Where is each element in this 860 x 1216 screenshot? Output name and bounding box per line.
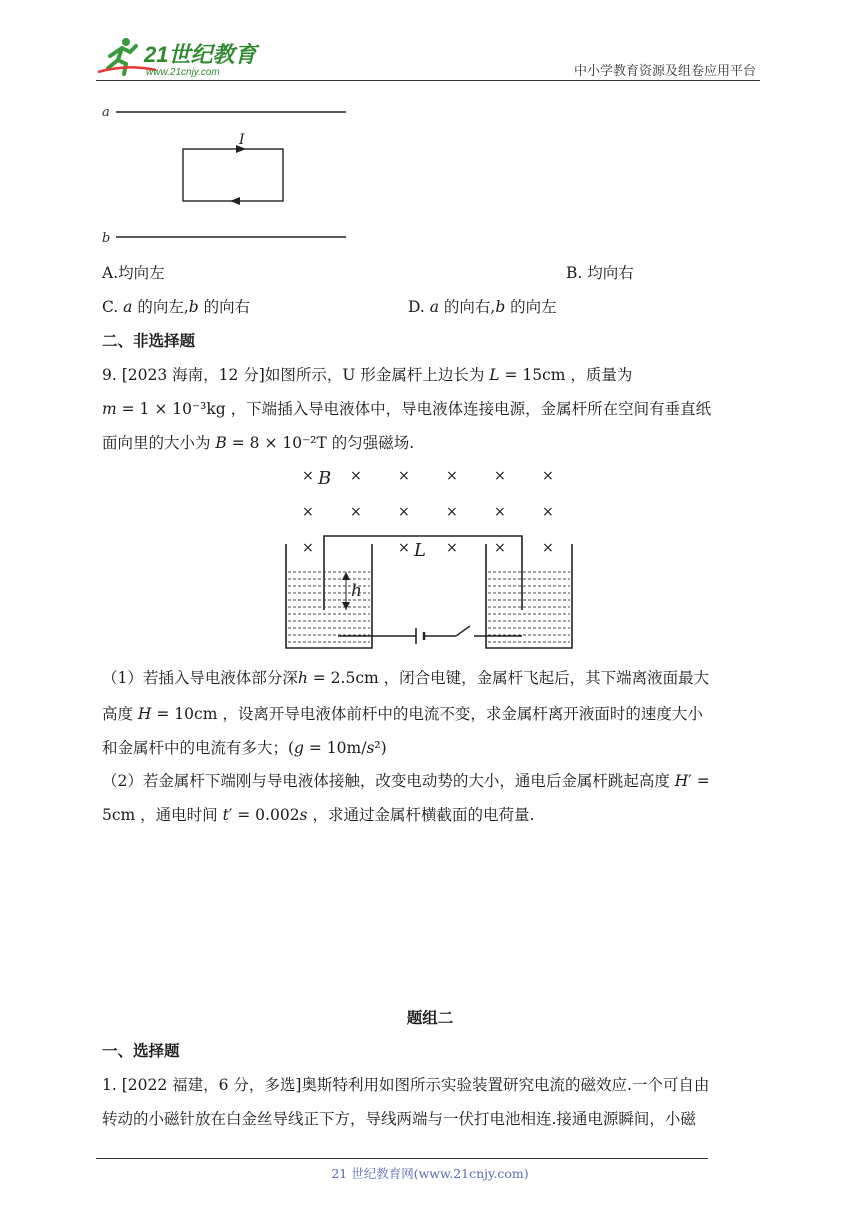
option-b: B. 均向右 — [566, 264, 634, 282]
logo-url: www.21cnjy.com — [146, 67, 220, 78]
section-nonchoice-title: 二、非选择题 — [102, 331, 196, 350]
svg-text:×: × — [350, 504, 362, 520]
q9-part2-line2: 5cm ，通电时间 𝑡′ = 0.002𝑠 ，求通过金属杆横截面的电荷量. — [102, 806, 535, 824]
q9-line3: 面向里的大小为 𝐵 = 8 × 10⁻²T 的匀强磁场. — [102, 434, 415, 452]
q9-part2-line1: （2）若金属杆下端刚与导电液体接触，改变电动势的大小，通电后金属杆跳起高度 𝐻′ = — [102, 772, 710, 790]
group2-title: 题组二 — [406, 1008, 454, 1027]
svg-text:×: × — [446, 540, 458, 556]
switch-icon — [456, 626, 470, 636]
figure-u-rod — [280, 460, 580, 660]
q1-line1: 1. [2022 福建，6 分，多选]奥斯特利用如图所示实验装置研究电流的磁效应.一个可自由 — [102, 1076, 710, 1094]
site-logo — [96, 34, 266, 78]
q9-line2: 𝑚 = 1 × 10⁻³kg ，下端插入导电液体中，导电液体连接电源，金属杆所在空间有垂直纸 — [102, 400, 712, 418]
svg-text:×: × — [542, 540, 554, 556]
svg-text:×: × — [398, 504, 410, 520]
liquid-right — [488, 572, 570, 642]
current-loop — [183, 149, 283, 201]
svg-text:×: × — [542, 504, 554, 520]
svg-text:×: × — [302, 468, 314, 484]
svg-text:×: × — [446, 504, 458, 520]
arrow-left-icon — [230, 197, 240, 205]
depth-label-h: h — [351, 581, 362, 601]
svg-text:×: × — [302, 504, 314, 520]
option-a: A.均向左 — [102, 264, 165, 282]
svg-text:×: × — [446, 468, 458, 484]
rod-label-l: L — [414, 540, 426, 561]
svg-text:×: × — [542, 468, 554, 484]
current-label: I — [239, 132, 245, 148]
svg-text:×: × — [398, 540, 410, 556]
logo-text: 21世纪教育 — [144, 42, 257, 67]
header-platform-text: 中小学教育资源及组卷应用平台 — [573, 64, 756, 79]
footer-site-text[interactable]: 21 世纪教育网(www.21cnjy.com) — [331, 1166, 529, 1181]
svg-text:×: × — [350, 468, 362, 484]
q9-part1-line2: 高度 𝐻 = 10cm ，设离开导电液体前杆中的电流不变，求金属杆离开液面时的速度大小 — [102, 705, 703, 723]
section-choice-title: 一、选择题 — [102, 1041, 180, 1060]
svg-text:×: × — [494, 504, 506, 520]
option-d: D. 𝑎 的向右,𝑏 的向左 — [408, 298, 557, 316]
svg-text:×: × — [398, 468, 410, 484]
q1-line2: 转动的小磁针放在白金丝导线正下方，导线两端与一伏打电池相连.接通电源瞬间，小磁 — [102, 1110, 696, 1128]
svg-text:×: × — [494, 468, 506, 484]
footer-divider — [96, 1158, 708, 1159]
header-divider — [96, 80, 760, 81]
svg-text:×: × — [302, 540, 314, 556]
option-c: C. 𝑎 的向左,𝑏 的向右 — [102, 298, 251, 316]
q9-part1-line1: （1）若插入导电液体部分深ℎ = 2.5cm ，闭合电键，金属杆飞起后，其下端离液面最大 — [102, 669, 710, 687]
wire-b-label: b — [102, 231, 111, 246]
wire-a-label: a — [102, 105, 110, 120]
svg-text:×: × — [494, 540, 506, 556]
q9-line1: 9. [2023 海南，12 分]如图所示，U 形金属杆上边长为 𝐿 = 15cm ，质量为 — [102, 366, 633, 384]
right-container — [486, 544, 572, 648]
magnetic-field-marks — [302, 468, 554, 556]
q9-part1-line3: 和金属杆中的电流有多大；(𝑔 = 10m/𝑠²) — [102, 739, 387, 757]
figure-wires-loop — [96, 100, 356, 254]
field-label-b: B — [318, 468, 332, 489]
